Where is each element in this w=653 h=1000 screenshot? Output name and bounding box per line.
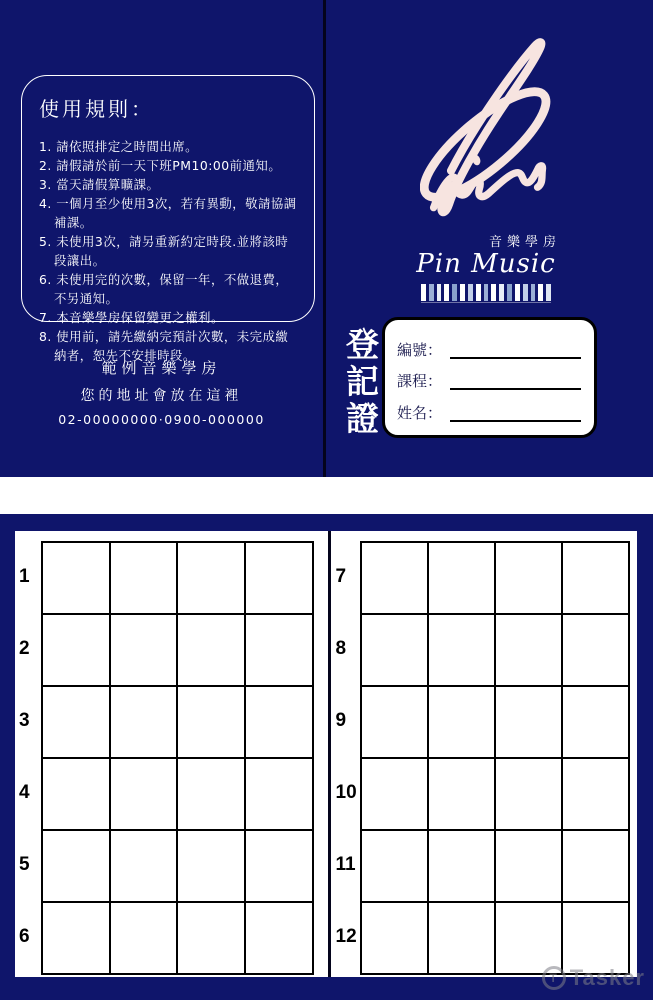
piano-key bbox=[546, 284, 551, 301]
schedule-row-number: 8 bbox=[335, 638, 347, 659]
usage-rules-title: 使用規則： bbox=[39, 97, 154, 121]
schedule-row-5 bbox=[43, 829, 312, 901]
brand-name: Pin Music bbox=[416, 249, 556, 279]
schedule-row-7 bbox=[362, 543, 629, 613]
usage-rule: 3. 當天請假算曠課。 bbox=[39, 177, 160, 192]
schedule-cell bbox=[43, 687, 109, 757]
schedule-cell bbox=[427, 831, 494, 901]
piano-key bbox=[491, 284, 496, 301]
schedule-cell bbox=[362, 543, 427, 613]
schedule-row-8 bbox=[362, 613, 629, 685]
schedule-cell bbox=[427, 903, 494, 973]
schedule-row-number: 4 bbox=[19, 782, 30, 803]
schedule-row-9 bbox=[362, 685, 629, 757]
schedule-cell bbox=[43, 543, 109, 613]
registration-form-box bbox=[382, 317, 597, 438]
school-address: 您的地址會放在這裡 bbox=[80, 388, 243, 404]
schedule-row-number: 5 bbox=[19, 854, 30, 875]
schedule-row-number: 6 bbox=[19, 926, 30, 947]
usage-rule: 4. 一個月至少使用3次，若有異動，敬請協調補課。 bbox=[39, 196, 297, 230]
usage-rules-box bbox=[21, 75, 315, 363]
field-id bbox=[397, 329, 581, 361]
schedule-sheet bbox=[15, 531, 637, 977]
usage-rule: 6. 未使用完的次數，保留一年，不做退費，不另通知。 bbox=[39, 272, 289, 306]
rules-panel bbox=[0, 0, 323, 477]
schedule-row-4 bbox=[43, 757, 312, 829]
schedule-row-12 bbox=[362, 901, 629, 973]
schedule-cell bbox=[362, 831, 427, 901]
schedule-cell bbox=[561, 543, 628, 613]
piano-key bbox=[531, 284, 536, 301]
usage-rule: 7. 本音樂學房保留變更之權利。 bbox=[39, 310, 224, 325]
schedule-cell bbox=[176, 543, 244, 613]
schedule-cell bbox=[244, 759, 312, 829]
piano-key bbox=[507, 284, 512, 301]
schedule-cell bbox=[427, 687, 494, 757]
schedule-cell bbox=[176, 903, 244, 973]
field-id-label: 編號： bbox=[397, 340, 443, 359]
schedule-cell bbox=[43, 759, 109, 829]
schedule-cell bbox=[561, 687, 628, 757]
schedule-cell bbox=[109, 903, 177, 973]
schedule-cell bbox=[176, 615, 244, 685]
piano-key bbox=[421, 284, 426, 301]
watermark bbox=[542, 965, 645, 991]
schedule-cell bbox=[561, 759, 628, 829]
schedule-cell bbox=[362, 687, 427, 757]
schedule-cell bbox=[244, 831, 312, 901]
schedule-row-number: 10 bbox=[335, 782, 357, 803]
schedule-cell bbox=[109, 831, 177, 901]
usage-rule: 1. 請依照排定之時間出席。 bbox=[39, 139, 199, 154]
piano-key bbox=[429, 284, 434, 301]
school-phone: 02-00000000·0900-000000 bbox=[58, 412, 265, 427]
schedule-cell bbox=[494, 687, 561, 757]
watermark-logo-icon: T bbox=[542, 966, 566, 990]
piano-key bbox=[515, 284, 520, 301]
schedule-row-10 bbox=[362, 757, 629, 829]
schedule-cell bbox=[43, 903, 109, 973]
row-number-column bbox=[19, 541, 41, 977]
schedule-row-2 bbox=[43, 613, 312, 685]
field-name-blank-line bbox=[450, 420, 581, 422]
schedule-cell bbox=[109, 543, 177, 613]
schedule-row-3 bbox=[43, 685, 312, 757]
school-info bbox=[0, 357, 323, 427]
field-course-label: 課程： bbox=[397, 372, 443, 391]
schedule-row-number: 9 bbox=[335, 710, 347, 731]
schedule-cell bbox=[561, 903, 628, 973]
field-id-blank-line bbox=[450, 357, 581, 359]
schedule-cell bbox=[176, 687, 244, 757]
schedule-cell bbox=[176, 831, 244, 901]
schedule-row-number: 7 bbox=[335, 566, 347, 587]
usage-rule: 5. 未使用3次，請另重新約定時段.並將該時段讓出。 bbox=[39, 234, 289, 268]
schedule-right-half bbox=[328, 531, 638, 977]
schedule-cell bbox=[427, 543, 494, 613]
piano-key bbox=[476, 284, 481, 301]
schedule-cell bbox=[362, 903, 427, 973]
usage-rule: 8. 使用前，請先繳納完預計次數，未完成繳納者，恕先不安排時段。 bbox=[39, 329, 289, 363]
usage-rules-list bbox=[39, 137, 300, 365]
schedule-row-number: 1 bbox=[19, 566, 30, 587]
cover-panel bbox=[326, 0, 653, 477]
watermark-label: Tasker bbox=[569, 965, 645, 990]
field-course-blank-line bbox=[450, 388, 581, 390]
schedule-grid-right bbox=[360, 541, 631, 975]
schedule-cell bbox=[494, 903, 561, 973]
schedule-left-half bbox=[15, 531, 328, 977]
pin-signature-logo-icon bbox=[420, 24, 556, 232]
piano-key bbox=[437, 284, 442, 301]
schedule-cell bbox=[494, 543, 561, 613]
attendance-card-inside bbox=[0, 514, 653, 1000]
piano-key bbox=[523, 284, 528, 301]
usage-rule: 2. 請假請於前一天下班PM10:00前通知。 bbox=[39, 158, 282, 173]
schedule-cell bbox=[427, 615, 494, 685]
schedule-row-number: 11 bbox=[335, 854, 356, 875]
schedule-cell bbox=[494, 759, 561, 829]
schedule-cell bbox=[109, 687, 177, 757]
schedule-cell bbox=[561, 615, 628, 685]
schedule-cell bbox=[362, 615, 427, 685]
schedule-row-6 bbox=[43, 901, 312, 973]
schedule-cell bbox=[244, 903, 312, 973]
schedule-grid-left bbox=[41, 541, 314, 975]
field-name bbox=[397, 392, 581, 424]
registration-card-front bbox=[0, 0, 653, 477]
schedule-cell bbox=[494, 831, 561, 901]
piano-key bbox=[452, 284, 457, 301]
piano-key bbox=[499, 284, 504, 301]
registration-title: 登記證 bbox=[341, 327, 380, 438]
schedule-cell bbox=[494, 615, 561, 685]
schedule-cell bbox=[43, 615, 109, 685]
school-name: 範例音樂學房 bbox=[101, 359, 222, 377]
piano-key bbox=[468, 284, 473, 301]
schedule-row-number: 2 bbox=[19, 638, 30, 659]
row-number-column bbox=[336, 541, 360, 977]
schedule-cell bbox=[43, 831, 109, 901]
piano-key bbox=[444, 284, 449, 301]
schedule-cell bbox=[176, 759, 244, 829]
schedule-cell bbox=[244, 615, 312, 685]
field-name-label: 姓名： bbox=[397, 404, 443, 423]
schedule-row-number: 3 bbox=[19, 710, 30, 731]
field-course bbox=[397, 361, 581, 393]
piano-key bbox=[484, 284, 489, 301]
schedule-cell bbox=[244, 543, 312, 613]
schedule-row-11 bbox=[362, 829, 629, 901]
schedule-cell bbox=[109, 615, 177, 685]
piano-keyboard-icon bbox=[421, 284, 551, 303]
schedule-cell bbox=[109, 759, 177, 829]
piano-key bbox=[538, 284, 543, 301]
schedule-row-1 bbox=[43, 543, 312, 613]
schedule-row-number: 12 bbox=[335, 926, 357, 947]
brand-subtitle: 音樂學房 bbox=[489, 235, 562, 250]
schedule-cell bbox=[362, 759, 427, 829]
schedule-cell bbox=[427, 759, 494, 829]
schedule-cell bbox=[561, 831, 628, 901]
schedule-cell bbox=[244, 687, 312, 757]
piano-key bbox=[460, 284, 465, 301]
